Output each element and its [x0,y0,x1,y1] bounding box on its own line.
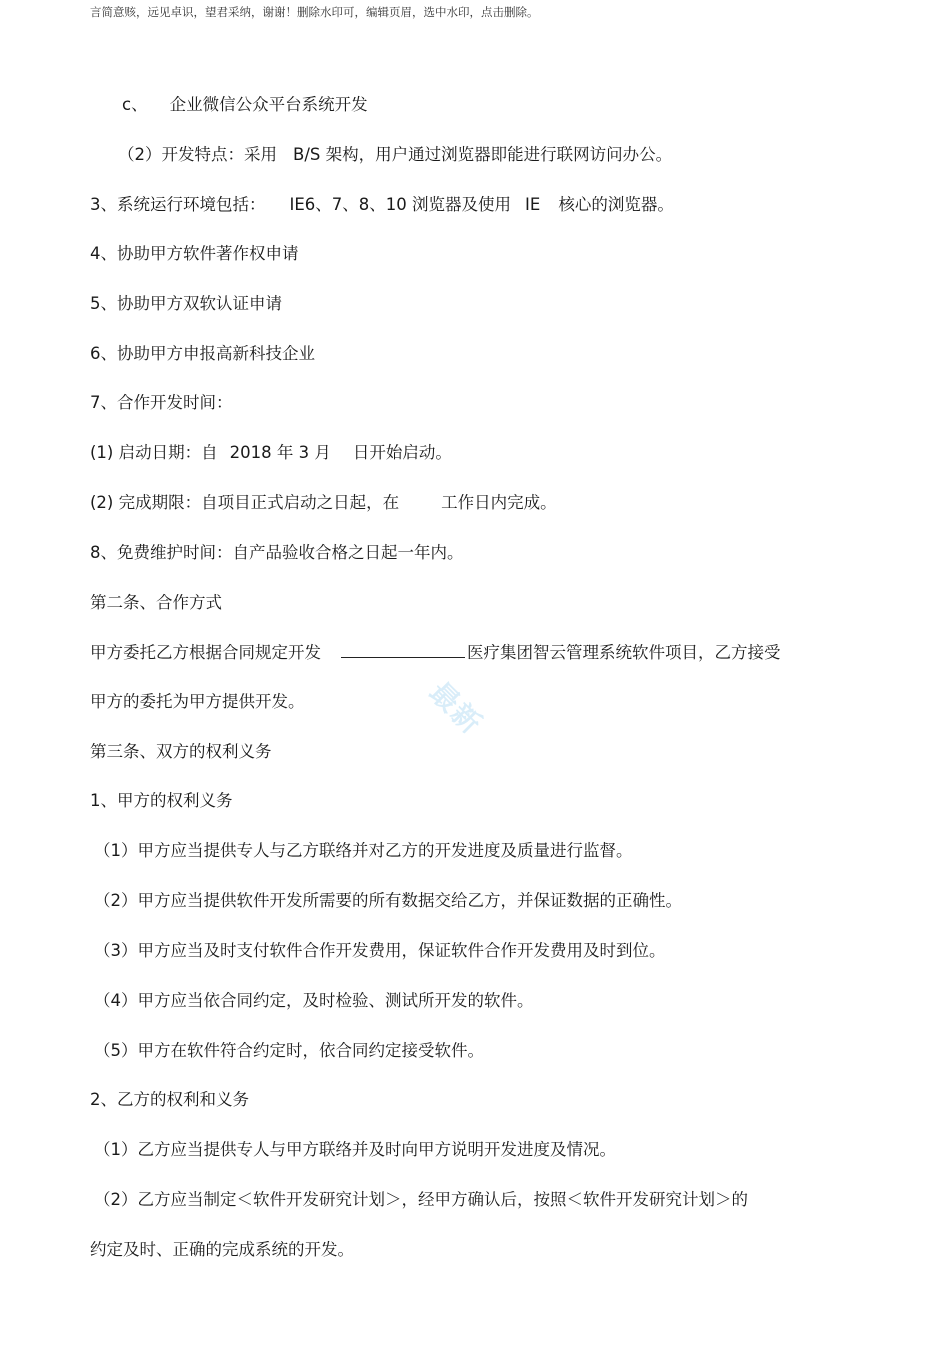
subheading-party-a: 1、甲方的权利义务 [90,791,233,810]
party-a-item-3: （3）甲方应当及时支付软件合作开发费用，保证软件合作开发费用及时到位。 [94,941,666,960]
paragraph-item-8: 8、免费维护时间：自产品验收合格之日起一年内。 [90,543,464,562]
blank-field [341,641,465,658]
paragraph-start-date [90,442,452,464]
text-segment: (1) 启动日期：自 [90,443,218,462]
text-segment: (2) 完成期限：自项目正式启动之日起，在 [90,493,400,512]
paragraph-item-7: 7、合作开发时间： [90,393,233,412]
item-marker: c、 [122,95,148,114]
paragraph-item-6: 6、协助甲方申报高新科技企业 [90,344,315,363]
text-segment: （2）开发特点：采用 [118,145,277,164]
text-segment: 日开始启动。 [352,443,452,462]
text-segment: B/S 架构，用户通过浏览器即能进行联网访问办公。 [293,145,673,164]
text-segment: 工作日内完成。 [441,493,557,512]
paragraph-runtime-env [90,194,674,216]
subheading-party-b: 2、乙方的权利和义务 [90,1090,249,1109]
text-segment: 3、系统运行环境包括： [90,195,266,214]
party-a-item-4: （4）甲方应当依合同约定，及时检验、测试所开发的软件。 [94,991,534,1010]
text-segment: IE6、7、8、10 浏览器及使用 [289,195,512,214]
paragraph-cooperation-cont: 甲方的委托为甲方提供开发。 [90,692,305,711]
section-heading-2: 第二条、合作方式 [90,593,222,612]
watermark: 最新 [423,675,489,742]
party-a-item-5: （5）甲方在软件符合约定时，依合同约定接受软件。 [94,1041,484,1060]
paragraph-deadline [90,492,557,514]
text-segment: 医疗集团智云管理系统软件项目，乙方接受 [467,643,781,662]
text-segment: 核心的浏览器。 [558,195,674,214]
paragraph-item-5: 5、协助甲方双软认证申请 [90,294,282,313]
party-b-item-2: （2）乙方应当制定＜软件开发研究计划＞，经甲方确认后，按照＜软件开发研究计划＞的 [94,1190,748,1209]
party-a-item-1: （1）甲方应当提供专人与乙方联络并对乙方的开发进度及质量进行监督。 [94,841,633,860]
paragraph-cooperation [90,641,781,664]
party-b-item-1: （1）乙方应当提供专人与甲方联络并及时向甲方说明开发进度及情况。 [94,1140,616,1159]
text-segment: 甲方委托乙方根据合同规定开发 [90,643,321,662]
text-segment: 2018 年 3 月 [229,443,331,462]
text-segment: IE [525,195,541,214]
item-text: 企业微信公众平台系统开发 [169,95,368,114]
section-heading-3: 第三条、双方的权利义务 [90,742,272,761]
paragraph-item-c [122,94,368,116]
party-b-item-2-cont: 约定及时、正确的完成系统的开发。 [90,1240,354,1259]
party-a-item-2: （2）甲方应当提供软件开发所需要的所有数据交给乙方，并保证数据的正确性。 [94,891,682,910]
header-note: 言简意赅，远见卓识，望君采纳，谢谢！删除水印可，编辑页眉，选中水印，点击删除。 [90,5,539,19]
paragraph-dev-features [118,144,672,166]
paragraph-item-4: 4、协助甲方软件著作权申请 [90,244,299,263]
